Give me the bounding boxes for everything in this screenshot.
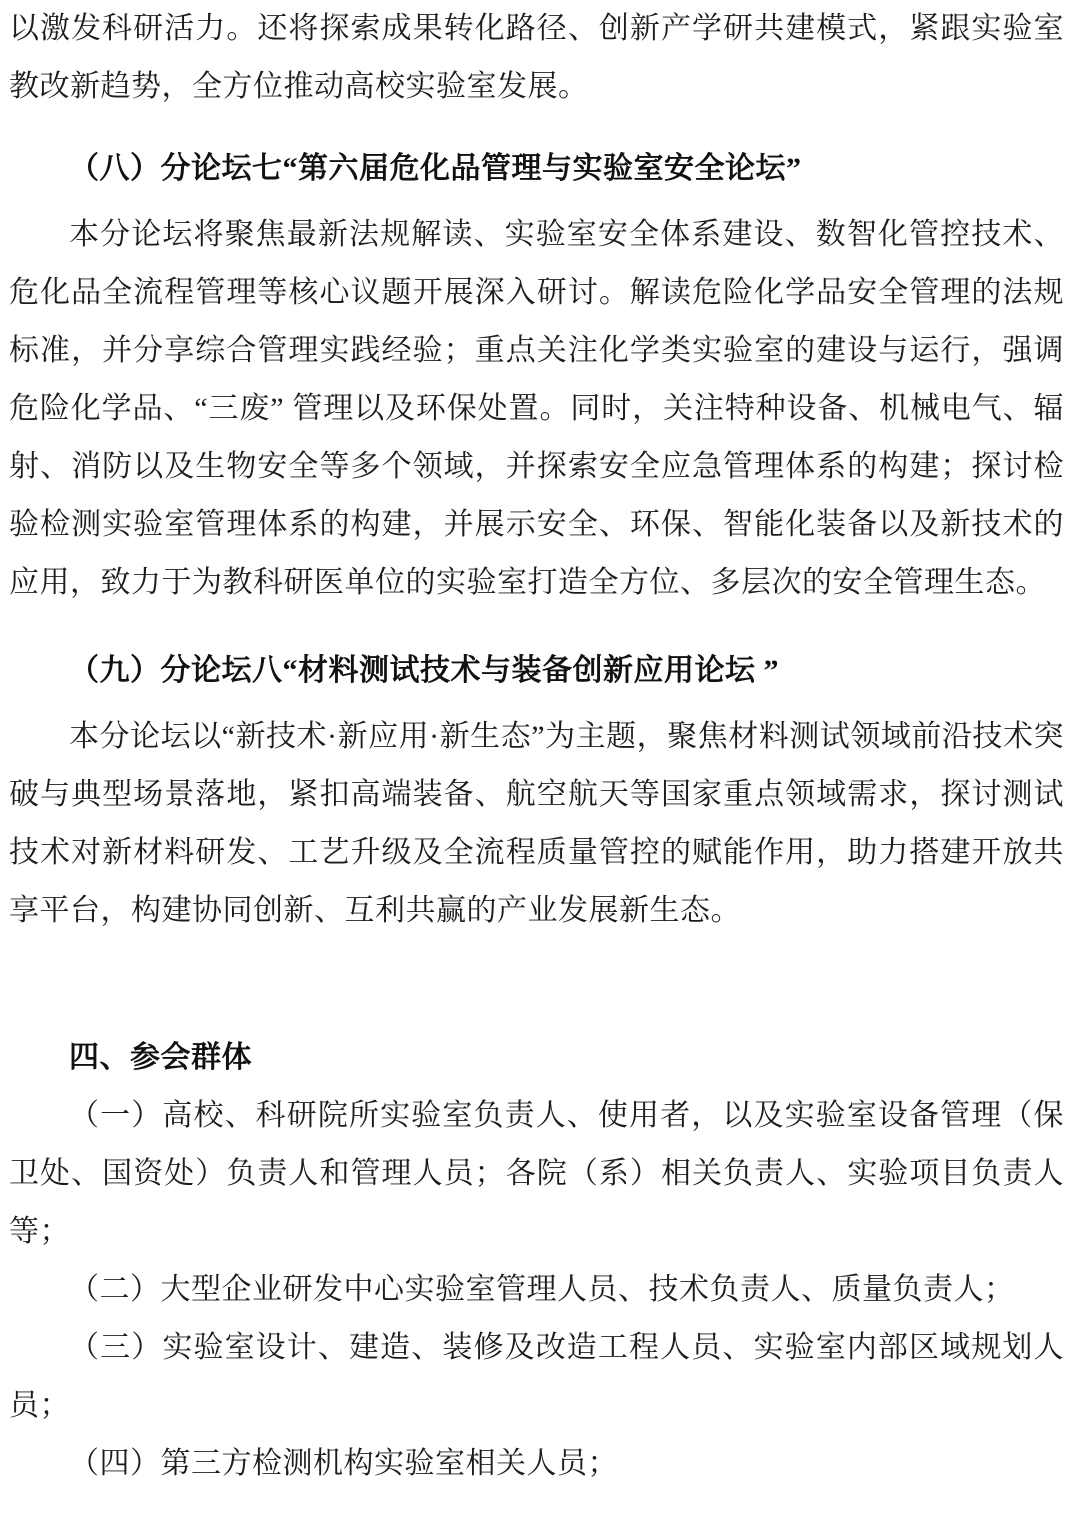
attendee-group-1: （一）高校、科研院所实验室负责人、使用者，以及实验室设备管理（保卫处、国资处）负责人和管理人员；各院（系）相关负责人、实验项目负责人等；: [9, 1099, 1064, 1248]
forum-7-description: 本分论坛将聚焦最新法规解读、实验室安全体系建设、数智化管控技术、危化品全流程管理等核心议题开展深入研讨。解读危险化学品安全管理的法规标准，并分享综合管理实践经验；重点关注化学类实验室的建设与运行，强调危险化学品、“三废” 管理以及环保处置。同时，关注特种设备、机械电气、辐射、消防以及生物安全等多个领域，并探索安全应急管理体系的构建；探讨检验检测实验室管理体系的构建，并展示安全、环保、智能化装备以及新技术的应用，致力于为教科研医单位的实验室打造全方位、多层次的安全管理生态。: [9, 218, 1064, 599]
attendee-group-3: （三）实验室设计、建造、装修及改造工程人员、实验室内部区域规划人员；: [9, 1331, 1064, 1422]
attendee-group-2: （二）大型企业研发中心实验室管理人员、技术负责人、质量负责人；: [69, 1273, 1015, 1306]
attendee-group-4: （四）第三方检测机构实验室相关人员；: [69, 1447, 618, 1480]
forum-7-heading: （八）分论坛七“第六届危化品管理与实验室安全论坛”: [69, 152, 802, 185]
intro-paragraph: 以激发科研活力。还将探索成果转化路径、创新产学研共建模式，紧跟实验室教改新趋势，全方位推动高校实验室发展。: [9, 12, 1064, 103]
attendees-section-heading: 四、参会群体: [69, 1041, 252, 1074]
forum-8-heading: （九）分论坛八“材料测试技术与装备创新应用论坛 ”: [69, 654, 779, 687]
forum-8-description: 本分论坛以“新技术·新应用·新生态”为主题，聚焦材料测试领域前沿技术突破与典型场景落地，紧扣高端装备、航空航天等国家重点领域需求，探讨测试技术对新材料研发、工艺升级及全流程质量管控的赋能作用，助力搭建开放共享平台，构建协同创新、互利共赢的产业发展新生态。: [9, 720, 1064, 927]
